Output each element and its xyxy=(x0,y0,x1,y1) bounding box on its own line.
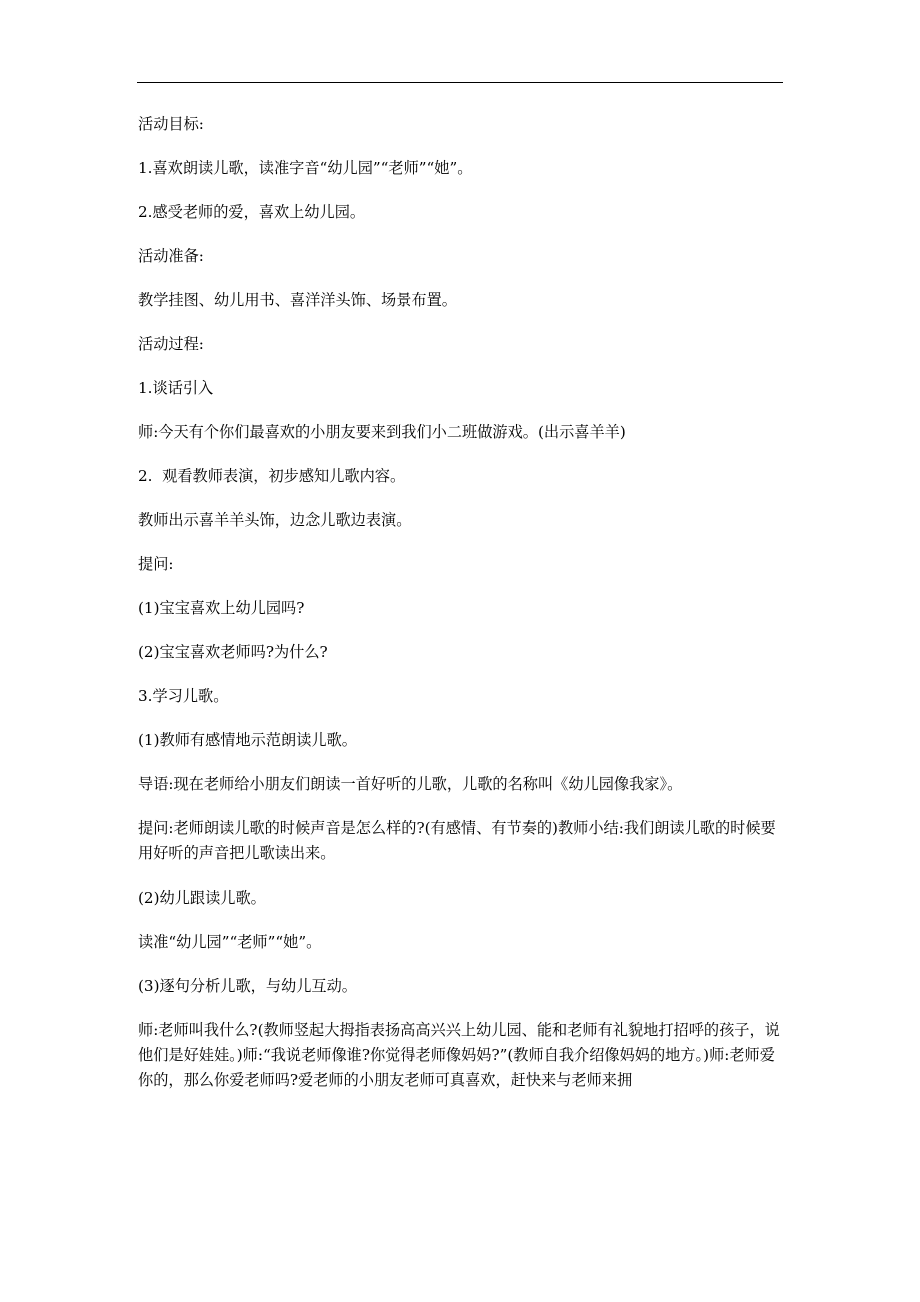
sub-step-1: (1)教师有感情地示范朗读儿歌。 xyxy=(138,731,357,749)
goal-item-2: 2.感受老师的爱，喜欢上幼儿园。 xyxy=(138,203,366,221)
question-item-1: (1)宝宝喜欢上幼儿园吗? xyxy=(138,599,305,617)
question-summary-paragraph: 提问:老师朗读儿歌的时候声音是怎么样的?(有感情、有节奏的)教师小结:我们朗读儿歌的时候要用好听的声音把儿歌读出来。 xyxy=(138,819,776,862)
question-heading: 提问: xyxy=(138,555,174,573)
preparation-text: 教学挂图、幼儿用书、喜洋洋头饰、场景布置。 xyxy=(138,291,457,309)
process-step-1: 1.谈话引入 xyxy=(138,379,214,397)
teacher-line: 师:今天有个你们最喜欢的小朋友要来到我们小二班做游戏。(出示喜羊羊) xyxy=(138,423,626,441)
document-body xyxy=(138,112,783,1113)
process-step-2: 2. 观看教师表演，初步感知儿歌内容。 xyxy=(138,467,406,485)
pronunciation-line: 读准“幼儿园”“老师”“她”。 xyxy=(138,933,322,951)
goal-item-1: 1.喜欢朗读儿歌，读准字音“幼儿园”“老师”“她”。 xyxy=(138,159,473,177)
dialogue-paragraph: 师:老师叫我什么?(教师竖起大拇指表扬高高兴兴上幼儿园、能和老师有礼貌地打招呼的孩子，说他们是好娃娃。)师:“我说老师像谁?你觉得老师像妈妈?”(教师自我介绍像妈妈的地方。)师:老师爱你的，那么你爱老师吗?爱老师的小朋友老师可真喜欢，赶快来与老师来拥 xyxy=(138,1021,780,1089)
section-heading-preparation: 活动准备: xyxy=(138,247,204,265)
guide-line: 导语:现在老师给小朋友们朗读一首好听的儿歌，儿歌的名称叫《幼儿园像我家》。 xyxy=(138,775,683,793)
process-step-3: 3.学习儿歌。 xyxy=(138,687,229,705)
section-heading-goals: 活动目标: xyxy=(138,115,204,133)
section-heading-process: 活动过程: xyxy=(138,335,204,353)
header-rule xyxy=(137,82,783,83)
body-paragraph: 教师出示喜羊羊头饰，边念儿歌边表演。 xyxy=(138,511,412,529)
sub-step-2: (2)幼儿跟读儿歌。 xyxy=(138,889,266,907)
question-item-2: (2)宝宝喜欢老师吗?为什么? xyxy=(138,643,328,661)
sub-step-3: (3)逐句分析儿歌，与幼儿互动。 xyxy=(138,977,357,995)
